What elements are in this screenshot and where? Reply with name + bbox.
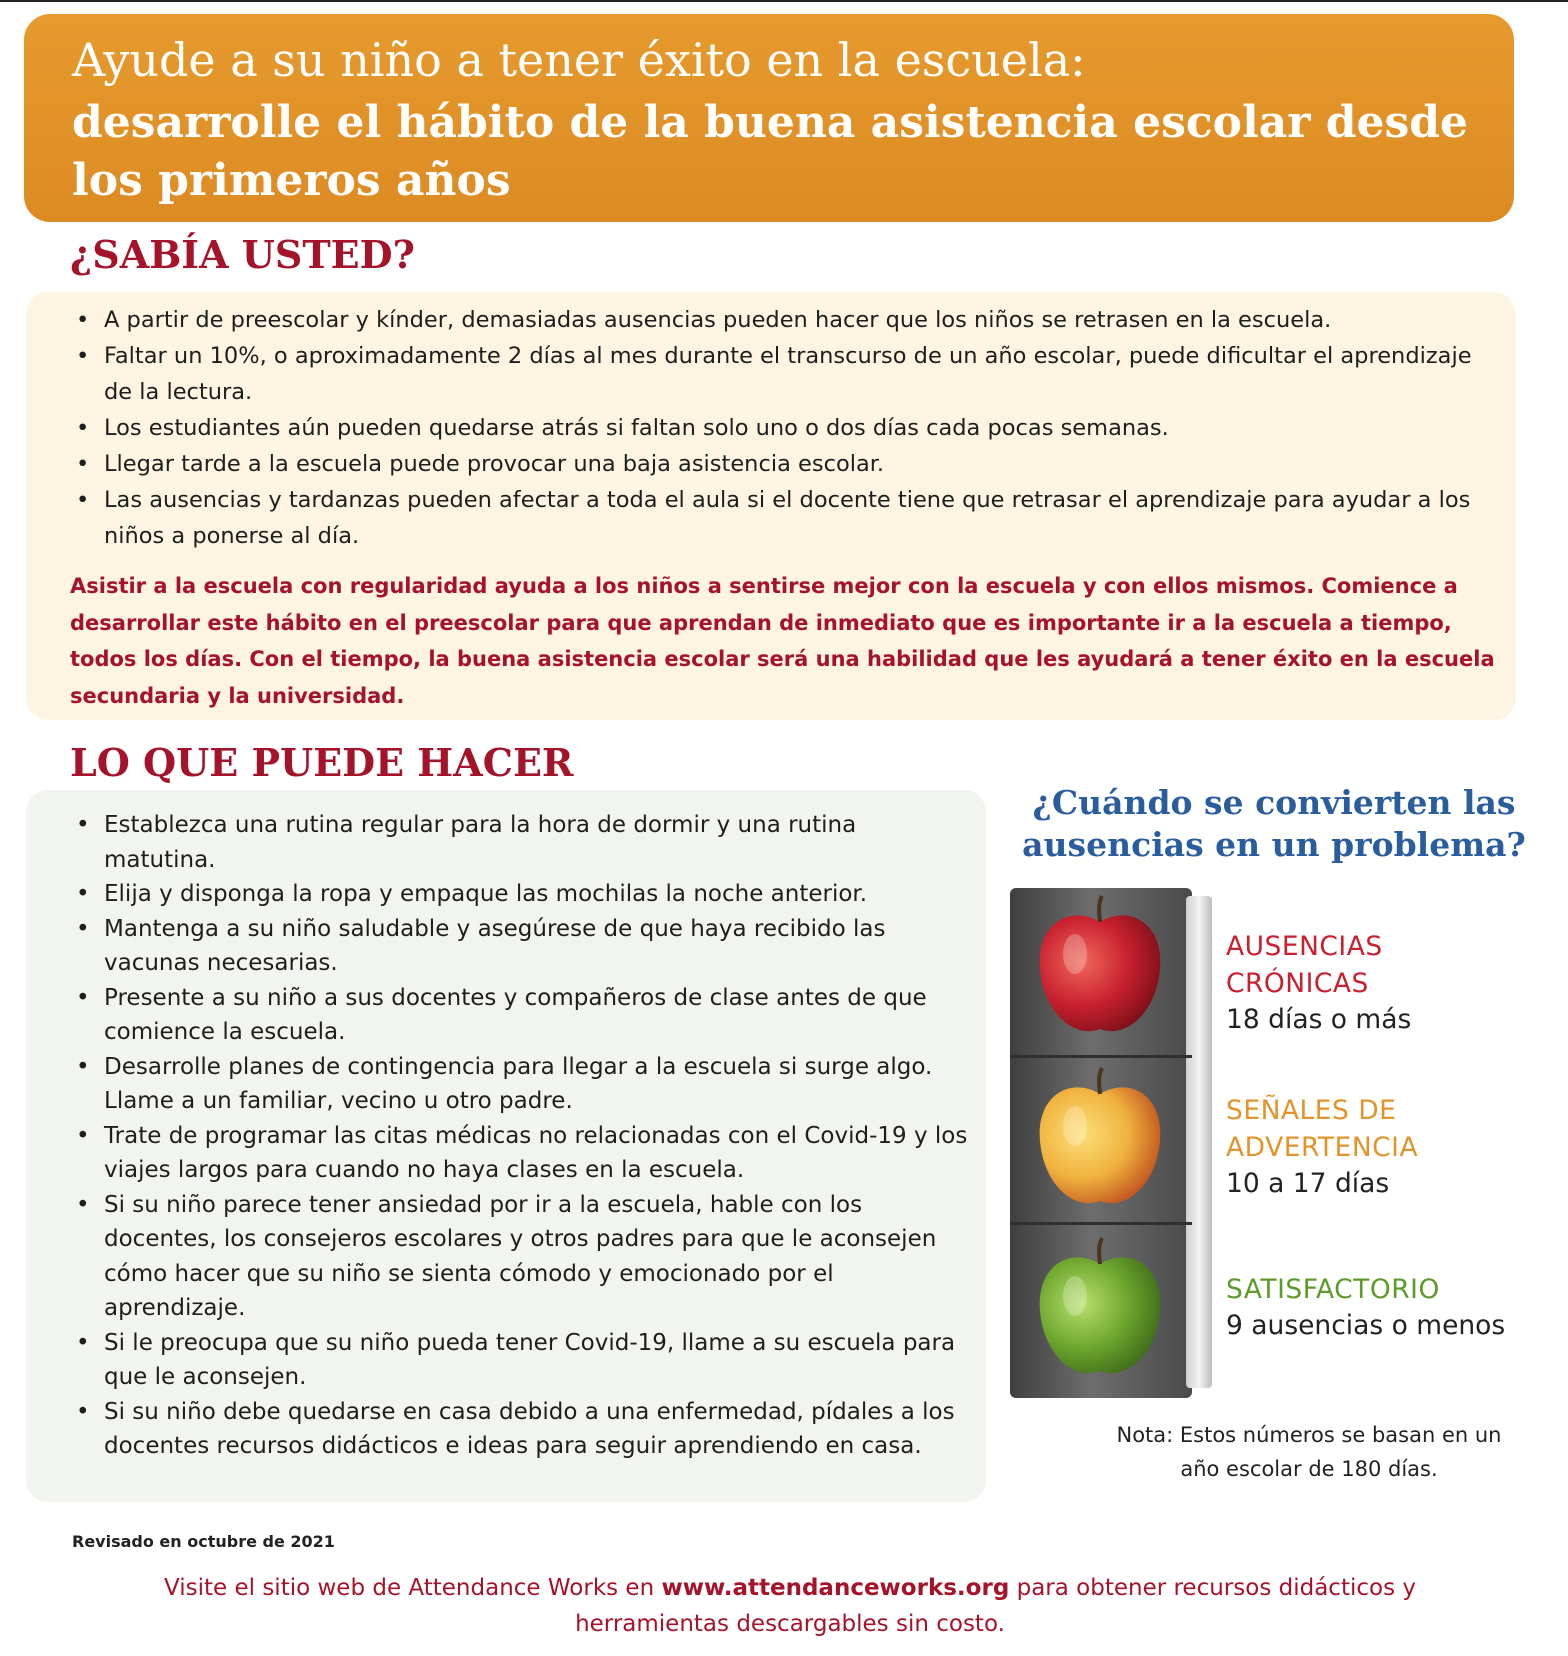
list-item: • Faltar un 10%, o aproximadamente 2 días al mes durante el transcurso de un año escolar, puede dificultar el aprendizaje de la lectura.	[74, 338, 1474, 410]
list-item: • A partir de preescolar y kínder, demasiadas ausencias pueden hacer que los niños se retrasen en la escuela.	[74, 302, 1474, 338]
level-chronic-detail: 18 días o más	[1226, 1004, 1412, 1035]
level-warning-title-2: ADVERTENCIA	[1226, 1132, 1419, 1163]
did-you-know-list	[74, 302, 1474, 554]
level-warning-detail: 10 a 17 días	[1226, 1168, 1390, 1199]
title-line-1: Ayude a su niño a tener éxito en la escuela:	[72, 33, 1086, 87]
note-line: Nota: Estos números se basan en un	[1116, 1423, 1502, 1447]
level-warning-title-1: SEÑALES DE	[1226, 1095, 1397, 1126]
list-item: • Trate de programar las citas médicas no relacionadas con el Covid-19 y los viajes largos para cuando no haya clases en la escuela.	[74, 1119, 974, 1188]
what-you-can-do-heading: LO QUE PUEDE HACER	[70, 740, 574, 785]
list-item: • Si le preocupa que su niño pueda tener Covid-19, llame a su escuela para que le aconsejen.	[74, 1326, 974, 1395]
did-you-know-heading: ¿SABÍA USTED?	[70, 232, 415, 277]
list-item: • Llegar tarde a la escuela puede provocar una baja asistencia escolar.	[74, 446, 1474, 482]
list-item: • Elija y disponga la ropa y empaque las mochilas la noche anterior.	[74, 877, 974, 912]
footer-text	[110, 1570, 1470, 1642]
emphasis-paragraph: Asistir a la escuela con regularidad ayuda a los niños a sentirse mejor con la escuela y con ellos mismos. Comience a desarrollar este hábito en el preescolar para que aprendan de inmediato que es importante ir a la escuela a tiempo, todos los días. Con el tiempo, la buena asistencia escolar será una habilidad que les ayudará a tener éxito en la escuela secundaria y la universidad.	[70, 574, 1495, 708]
note-line: año escolar de 180 días.	[1180, 1457, 1438, 1481]
list-item: • Presente a su niño a sus docentes y compañeros de clase antes de que comience la escuela.	[74, 981, 974, 1050]
title-banner	[24, 14, 1514, 222]
level-chronic-title-1: AUSENCIAS	[1226, 931, 1383, 962]
website-link[interactable]: www.attendanceworks.org	[661, 1575, 1010, 1601]
list-item: • Los estudiantes aún pueden quedarse atrás si faltan solo uno o dos días cada pocas semanas.	[74, 410, 1474, 446]
traffic-light-question: ¿Cuándo se convierten las ausencias en un problema?	[1022, 783, 1526, 864]
level-satisfactory-title: SATISFACTORIO	[1226, 1274, 1440, 1305]
footer-prefix: Visite el sitio web de Attendance Works en	[164, 1575, 662, 1601]
level-satisfactory-detail: 9 ausencias o menos	[1226, 1310, 1506, 1341]
list-item: • Las ausencias y tardanzas pueden afectar a toda el aula si el docente tiene que retrasar el aprendizaje para ayudar a los niños a ponerse al día.	[74, 482, 1474, 554]
list-item: • Si su niño debe quedarse en casa debido a una enfermedad, pídales a los docentes recursos didácticos e ideas para seguir aprendiendo en casa.	[74, 1395, 974, 1464]
list-item: • Si su niño parece tener ansiedad por ir a la escuela, hable con los docentes, los consejeros escolares y otros padres para que le aconsejen cómo hacer que su niño se sienta cómodo y emocionado por el aprendizaje.	[74, 1188, 974, 1326]
note-text	[1080, 1418, 1538, 1486]
list-item: • Desarrolle planes de contingencia para llegar a la escuela si surge algo. Llame a un familiar, vecino u otro padre.	[74, 1050, 974, 1119]
top-rule	[0, 0, 1568, 2]
title-line-2: desarrolle el hábito de la buena asistencia escolar desde los primeros años	[72, 97, 1469, 206]
what-you-can-do-list	[74, 808, 974, 1464]
revised-date: Revisado en octubre de 2021	[72, 1532, 335, 1551]
footer-suffix: para obtener recursos didácticos y herramientas descargables sin costo.	[575, 1575, 1416, 1637]
list-item: • Establezca una rutina regular para la hora de dormir y una rutina matutina.	[74, 808, 974, 877]
level-chronic-title-2: CRÓNICAS	[1226, 968, 1369, 999]
list-item: • Mantenga a su niño saludable y asegúrese de que haya recibido las vacunas necesarias.	[74, 912, 974, 981]
